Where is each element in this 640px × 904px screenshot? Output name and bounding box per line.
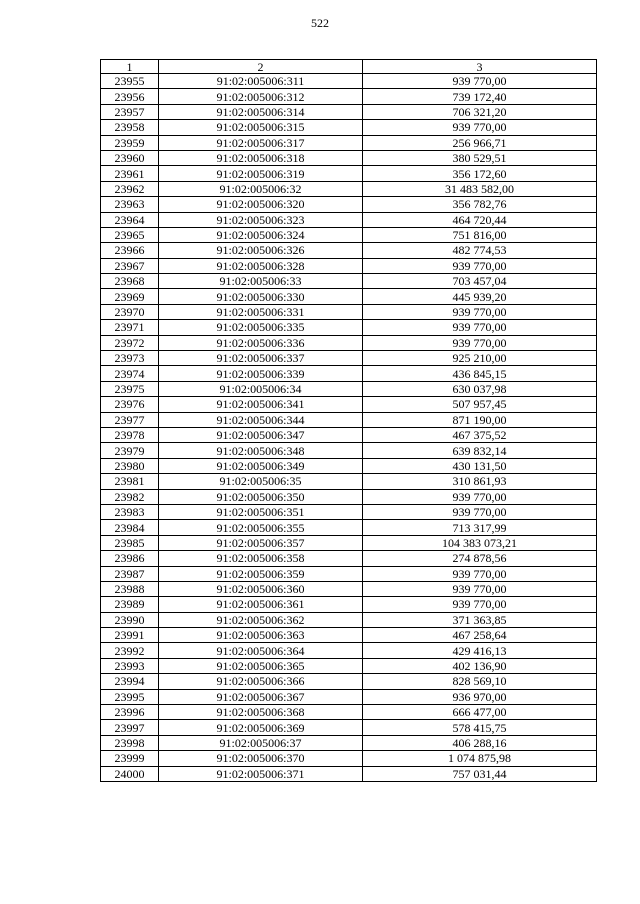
cadastral-value-cell: 310 861,93	[363, 474, 597, 489]
cadastral-value-cell: 939 770,00	[363, 597, 597, 612]
cadastral-value-cell: 751 816,00	[363, 227, 597, 242]
table-row	[101, 458, 597, 473]
cadastral-number-cell: 91:02:005006:314	[159, 104, 363, 119]
table-row	[101, 504, 597, 519]
cadastral-value-cell: 739 172,40	[363, 89, 597, 104]
cadastral-number-cell: 91:02:005006:341	[159, 397, 363, 412]
row-number-cell: 23963	[101, 197, 159, 212]
cadastral-number-cell: 91:02:005006:320	[159, 197, 363, 212]
row-number-cell: 23993	[101, 658, 159, 673]
row-number-cell: 23985	[101, 535, 159, 550]
column-header-value: 3	[363, 60, 597, 74]
cadastral-value-cell: 939 770,00	[363, 258, 597, 273]
cadastral-value-cell: 939 770,00	[363, 504, 597, 519]
cadastral-number-cell: 91:02:005006:361	[159, 597, 363, 612]
cadastral-value-cell: 467 258,64	[363, 628, 597, 643]
table-row	[101, 120, 597, 135]
cadastral-value-cell: 757 031,44	[363, 766, 597, 781]
cadastral-number-cell: 91:02:005006:331	[159, 304, 363, 319]
row-number-cell: 23989	[101, 597, 159, 612]
table-row	[101, 489, 597, 504]
table-row	[101, 612, 597, 627]
row-number-cell: 23964	[101, 212, 159, 227]
table-row	[101, 412, 597, 427]
cadastral-value-cell: 104 383 073,21	[363, 535, 597, 550]
row-number-cell: 23978	[101, 427, 159, 442]
cadastral-number-cell: 91:02:005006:317	[159, 135, 363, 150]
row-number-cell: 23977	[101, 412, 159, 427]
cadastral-number-cell: 91:02:005006:328	[159, 258, 363, 273]
row-number-cell: 23971	[101, 320, 159, 335]
cadastral-value-cell: 706 321,20	[363, 104, 597, 119]
row-number-cell: 23996	[101, 705, 159, 720]
cadastral-value-cell: 939 770,00	[363, 120, 597, 135]
cadastral-number-cell: 91:02:005006:32	[159, 181, 363, 196]
row-number-cell: 23969	[101, 289, 159, 304]
cadastral-value-cell: 828 569,10	[363, 674, 597, 689]
cadastral-value-cell: 402 136,90	[363, 658, 597, 673]
table-row	[101, 289, 597, 304]
cadastral-value-cell: 936 970,00	[363, 689, 597, 704]
cadastral-value-cell: 445 939,20	[363, 289, 597, 304]
row-number-cell: 23960	[101, 150, 159, 165]
cadastral-number-cell: 91:02:005006:336	[159, 335, 363, 350]
cadastral-value-cell: 713 317,99	[363, 520, 597, 535]
row-number-cell: 23957	[101, 104, 159, 119]
cadastral-value-cell: 871 190,00	[363, 412, 597, 427]
row-number-cell: 23956	[101, 89, 159, 104]
cadastral-number-cell: 91:02:005006:355	[159, 520, 363, 535]
table-row	[101, 427, 597, 442]
row-number-cell: 23974	[101, 366, 159, 381]
row-number-cell: 23991	[101, 628, 159, 643]
table-row	[101, 227, 597, 242]
table-row	[101, 335, 597, 350]
table-row	[101, 135, 597, 150]
table-row	[101, 381, 597, 396]
cadastral-number-cell: 91:02:005006:370	[159, 751, 363, 766]
table-row	[101, 766, 597, 781]
cadastral-number-cell: 91:02:005006:318	[159, 150, 363, 165]
cadastral-value-cell: 507 957,45	[363, 397, 597, 412]
row-number-cell: 23959	[101, 135, 159, 150]
row-number-cell: 23958	[101, 120, 159, 135]
table-row	[101, 474, 597, 489]
cadastral-number-cell: 91:02:005006:315	[159, 120, 363, 135]
cadastral-number-cell: 91:02:005006:357	[159, 535, 363, 550]
table-row	[101, 751, 597, 766]
table-row	[101, 89, 597, 104]
cadastral-value-cell: 406 288,16	[363, 735, 597, 750]
row-number-cell: 23961	[101, 166, 159, 181]
row-number-cell: 23965	[101, 227, 159, 242]
table-row	[101, 443, 597, 458]
table-row	[101, 197, 597, 212]
cadastral-value-cell: 1 074 875,98	[363, 751, 597, 766]
table-row	[101, 212, 597, 227]
row-number-cell: 23987	[101, 566, 159, 581]
row-number-cell: 23972	[101, 335, 159, 350]
row-number-cell: 23988	[101, 581, 159, 596]
table-row	[101, 566, 597, 581]
table-row	[101, 166, 597, 181]
table-row	[101, 304, 597, 319]
cadastral-value-cell: 939 770,00	[363, 566, 597, 581]
cadastral-value-cell: 666 477,00	[363, 705, 597, 720]
row-number-cell: 23984	[101, 520, 159, 535]
row-number-cell: 23995	[101, 689, 159, 704]
cadastral-value-cell: 578 415,75	[363, 720, 597, 735]
table-row	[101, 366, 597, 381]
cadastral-number-cell: 91:02:005006:369	[159, 720, 363, 735]
table-row	[101, 643, 597, 658]
row-number-cell: 23970	[101, 304, 159, 319]
table-row	[101, 520, 597, 535]
cadastral-number-cell: 91:02:005006:312	[159, 89, 363, 104]
cadastral-number-cell: 91:02:005006:351	[159, 504, 363, 519]
cadastral-number-cell: 91:02:005006:33	[159, 274, 363, 289]
table-row	[101, 243, 597, 258]
cadastral-value-cell: 939 770,00	[363, 489, 597, 504]
column-header-number: 1	[101, 60, 159, 74]
table-body	[101, 74, 597, 782]
cadastral-number-cell: 91:02:005006:364	[159, 643, 363, 658]
cadastral-number-cell: 91:02:005006:360	[159, 581, 363, 596]
cadastral-number-cell: 91:02:005006:344	[159, 412, 363, 427]
row-number-cell: 23982	[101, 489, 159, 504]
row-number-cell: 23998	[101, 735, 159, 750]
table-row	[101, 689, 597, 704]
row-number-cell: 23986	[101, 551, 159, 566]
cadastral-number-cell: 91:02:005006:371	[159, 766, 363, 781]
table-row	[101, 674, 597, 689]
cadastral-value-cell: 436 845,15	[363, 366, 597, 381]
column-header-cadastral-number: 2	[159, 60, 363, 74]
cadastral-number-cell: 91:02:005006:37	[159, 735, 363, 750]
row-number-cell: 24000	[101, 766, 159, 781]
cadastral-value-cell: 630 037,98	[363, 381, 597, 396]
row-number-cell: 23975	[101, 381, 159, 396]
row-number-cell: 23973	[101, 351, 159, 366]
cadastral-value-cell: 703 457,04	[363, 274, 597, 289]
cadastral-number-cell: 91:02:005006:319	[159, 166, 363, 181]
table-row	[101, 397, 597, 412]
cadastral-value-cell: 430 131,50	[363, 458, 597, 473]
table-row	[101, 658, 597, 673]
cadastral-value-cell: 380 529,51	[363, 150, 597, 165]
cadastral-number-cell: 91:02:005006:350	[159, 489, 363, 504]
cadastral-value-cell: 371 363,85	[363, 612, 597, 627]
row-number-cell: 23997	[101, 720, 159, 735]
table-row	[101, 351, 597, 366]
cadastral-number-cell: 91:02:005006:366	[159, 674, 363, 689]
cadastral-number-cell: 91:02:005006:323	[159, 212, 363, 227]
cadastral-value-cell: 939 770,00	[363, 335, 597, 350]
cadastral-number-cell: 91:02:005006:34	[159, 381, 363, 396]
row-number-cell: 23990	[101, 612, 159, 627]
cadastral-value-cell: 925 210,00	[363, 351, 597, 366]
table-row	[101, 735, 597, 750]
cadastral-value-cell: 939 770,00	[363, 304, 597, 319]
table-header-row	[101, 60, 597, 74]
cadastral-number-cell: 91:02:005006:324	[159, 227, 363, 242]
table-row	[101, 720, 597, 735]
cadastral-number-cell: 91:02:005006:339	[159, 366, 363, 381]
cadastral-number-cell: 91:02:005006:365	[159, 658, 363, 673]
cadastral-value-cell: 467 375,52	[363, 427, 597, 442]
row-number-cell: 23983	[101, 504, 159, 519]
table-row	[101, 551, 597, 566]
cadastral-value-cell: 356 172,60	[363, 166, 597, 181]
cadastral-number-cell: 91:02:005006:337	[159, 351, 363, 366]
row-number-cell: 23979	[101, 443, 159, 458]
row-number-cell: 23966	[101, 243, 159, 258]
cadastral-value-cell: 274 878,56	[363, 551, 597, 566]
row-number-cell: 23980	[101, 458, 159, 473]
row-number-cell: 23955	[101, 74, 159, 89]
cadastral-number-cell: 91:02:005006:330	[159, 289, 363, 304]
cadastral-value-cell: 639 832,14	[363, 443, 597, 458]
table-row	[101, 104, 597, 119]
cadastral-value-cell: 482 774,53	[363, 243, 597, 258]
cadastral-value-cell: 464 720,44	[363, 212, 597, 227]
table-row	[101, 258, 597, 273]
cadastral-value-cell: 939 770,00	[363, 74, 597, 89]
cadastral-value-cell: 939 770,00	[363, 581, 597, 596]
cadastral-number-cell: 91:02:005006:311	[159, 74, 363, 89]
cadastral-number-cell: 91:02:005006:349	[159, 458, 363, 473]
cadastral-number-cell: 91:02:005006:326	[159, 243, 363, 258]
cadastral-number-cell: 91:02:005006:348	[159, 443, 363, 458]
row-number-cell: 23968	[101, 274, 159, 289]
table-row	[101, 581, 597, 596]
cadastral-number-cell: 91:02:005006:358	[159, 551, 363, 566]
cadastral-value-cell: 256 966,71	[363, 135, 597, 150]
cadastral-number-cell: 91:02:005006:368	[159, 705, 363, 720]
row-number-cell: 23976	[101, 397, 159, 412]
cadastral-number-cell: 91:02:005006:359	[159, 566, 363, 581]
table-row	[101, 150, 597, 165]
cadastral-number-cell: 91:02:005006:35	[159, 474, 363, 489]
row-number-cell: 23992	[101, 643, 159, 658]
cadastral-number-cell: 91:02:005006:362	[159, 612, 363, 627]
table-row	[101, 705, 597, 720]
row-number-cell: 23967	[101, 258, 159, 273]
table-row	[101, 320, 597, 335]
table-row	[101, 74, 597, 89]
table-row	[101, 274, 597, 289]
cadastral-value-cell: 939 770,00	[363, 320, 597, 335]
page-number: 522	[311, 16, 329, 30]
row-number-cell: 23962	[101, 181, 159, 196]
cadastral-number-cell: 91:02:005006:335	[159, 320, 363, 335]
table-row	[101, 535, 597, 550]
cadastral-value-cell: 429 416,13	[363, 643, 597, 658]
row-number-cell: 23994	[101, 674, 159, 689]
cadastral-number-cell: 91:02:005006:347	[159, 427, 363, 442]
cadastral-number-cell: 91:02:005006:367	[159, 689, 363, 704]
table-row	[101, 181, 597, 196]
cadastral-value-table	[100, 59, 597, 782]
cadastral-value-cell: 356 782,76	[363, 197, 597, 212]
row-number-cell: 23999	[101, 751, 159, 766]
table-row	[101, 597, 597, 612]
row-number-cell: 23981	[101, 474, 159, 489]
cadastral-value-cell: 31 483 582,00	[363, 181, 597, 196]
table-row	[101, 628, 597, 643]
cadastral-number-cell: 91:02:005006:363	[159, 628, 363, 643]
